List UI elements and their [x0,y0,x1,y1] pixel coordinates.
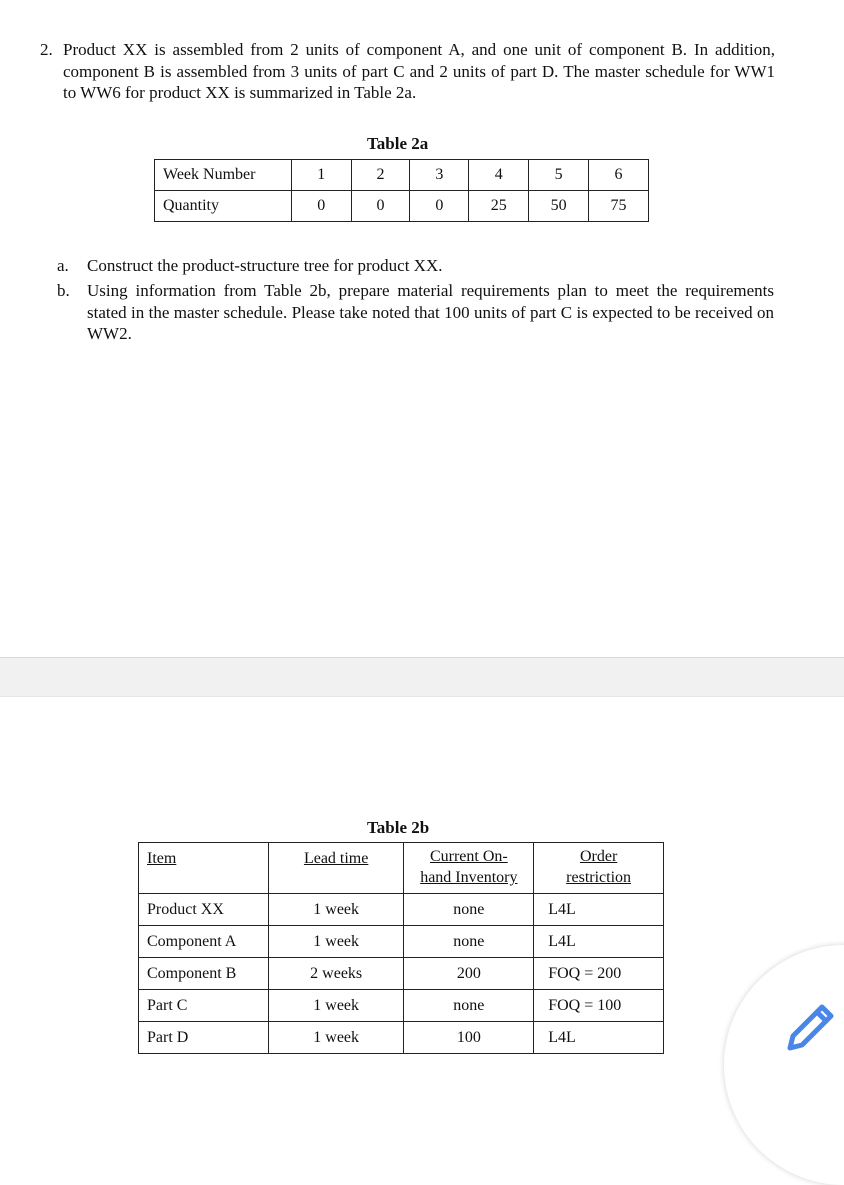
subquestion-a-text: Construct the product-structure tree for product XX. [87,256,443,275]
item-cell: Component A [139,926,269,958]
lead-time-cell: 1 week [268,990,404,1022]
order-cell: FOQ = 100 [534,990,664,1022]
inventory-cell: none [404,990,534,1022]
week-cell: 5 [529,160,589,191]
table-2a-quantity-row [155,191,649,222]
item-cell: Part D [139,1022,269,1054]
quantity-cell: 0 [410,191,469,222]
quantity-cell: 0 [351,191,410,222]
inventory-header-line2: hand Inventory [420,869,518,886]
order-cell: L4L [534,894,664,926]
inventory-header-line1: Current On- [429,848,508,865]
inventory-cell: none [404,926,534,958]
table-2a-caption: Table 2a [367,134,429,153]
week-cell: 1 [291,160,351,191]
table-2a [154,159,649,222]
quantity-cell: 25 [469,191,529,222]
table-row [139,958,664,990]
table-2b-caption: Table 2b [367,818,430,837]
quantity-label: Quantity [155,191,292,222]
week-cell: 4 [469,160,529,191]
document-page-2 [0,697,844,1075]
question-number: 2. [40,40,53,59]
week-cell: 3 [410,160,469,191]
lead-time-cell: 2 weeks [268,958,404,990]
inventory-cell: 100 [404,1022,534,1054]
table-2a-week-row [155,160,649,191]
order-header-line2: restriction [566,869,632,886]
week-cell: 6 [589,160,649,191]
table-row [139,894,664,926]
lead-time-cell: 1 week [268,1022,404,1054]
subquestion-a-label: a. [57,256,69,275]
item-cell: Product XX [139,894,269,926]
lead-time-header: Lead time [303,850,369,867]
inventory-cell: none [404,894,534,926]
item-cell: Part C [139,990,269,1022]
subquestion-b-text: Using information from Table 2b, prepare material requirements plan to meet the requirements stated in the master schedule. Please take noted that 100 units of part C is expected to be received on WW2. [87,281,774,343]
order-header-line1: Order [579,848,618,865]
table-row [139,990,664,1022]
lead-time-cell: 1 week [268,894,404,926]
order-cell: FOQ = 200 [534,958,664,990]
order-cell: L4L [534,1022,664,1054]
week-number-label: Week Number [155,160,292,191]
week-cell: 2 [351,160,410,191]
page-separator [0,657,844,697]
table-row [139,1022,664,1054]
quantity-cell: 0 [291,191,351,222]
pencil-icon[interactable] [780,998,840,1058]
quantity-cell: 50 [529,191,589,222]
subquestion-b-label: b. [57,281,70,300]
quantity-cell: 75 [589,191,649,222]
lead-time-cell: 1 week [268,926,404,958]
question-text: Product XX is assembled from 2 units of component A, and one unit of component B. In addition, component B is assembled from 3 units of part C and 2 units of part D. The master schedule for WW1 to WW6 for product XX is summarized in Table 2a. [63,40,775,102]
inventory-cell: 200 [404,958,534,990]
order-cell: L4L [534,926,664,958]
item-header: Item [147,850,177,867]
table-2b-header-row [139,843,664,894]
item-cell: Component B [139,958,269,990]
table-row [139,926,664,958]
table-2b [138,842,664,1054]
